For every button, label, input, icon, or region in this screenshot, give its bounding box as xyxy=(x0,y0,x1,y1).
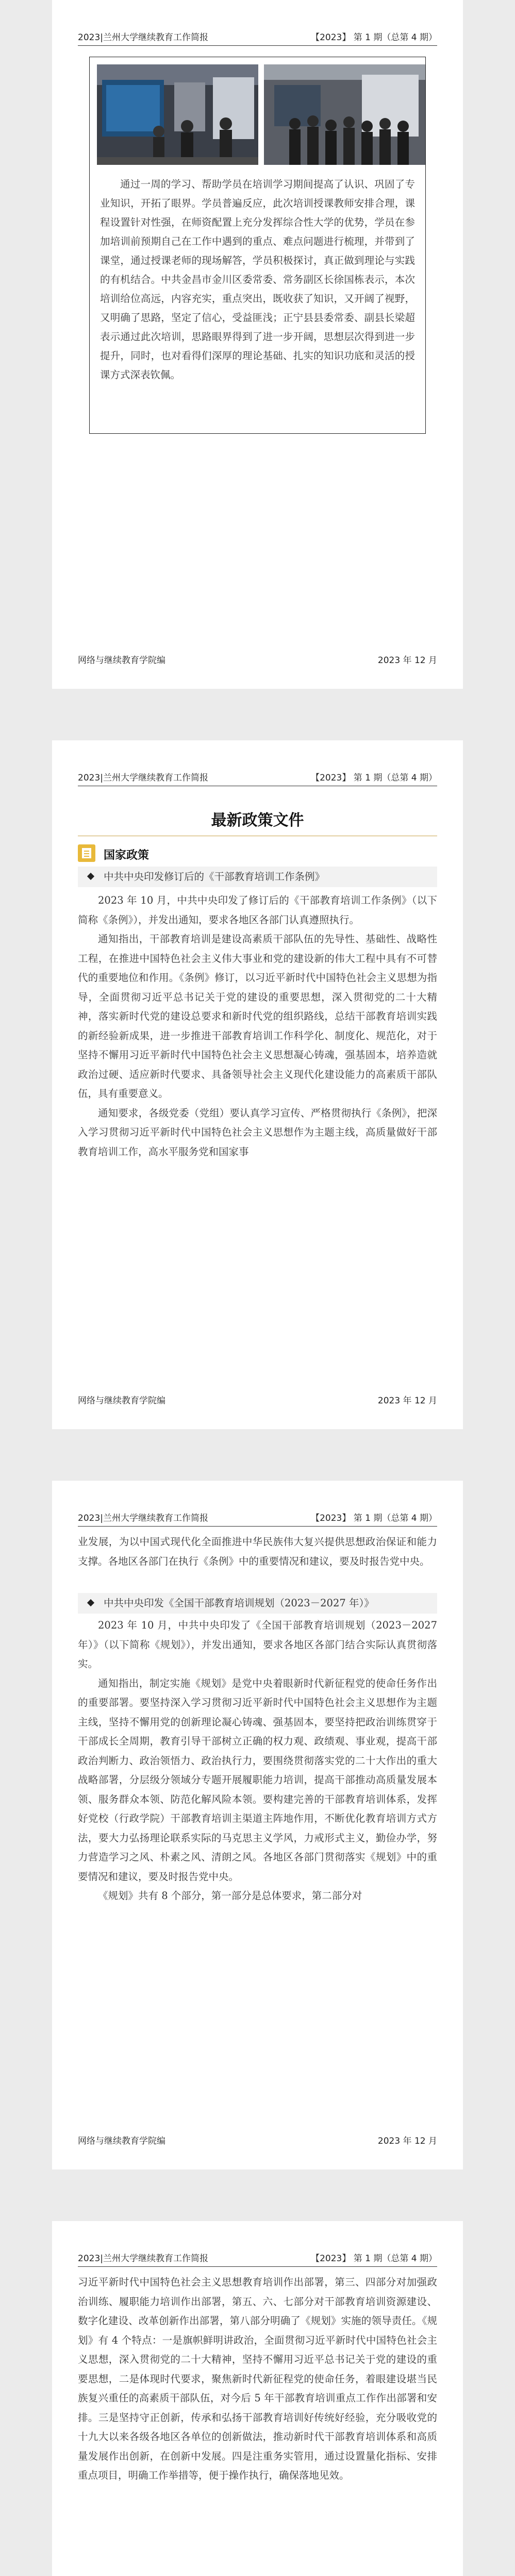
paragraph: 通知指出，制定实施《规划》是党中央着眼新时代新征程党的使命任务作出的重要部署。要坚持深入学习贯彻习近平新时代中国特色社会主义思想作为主题主线，坚持不懈用党的创新理论凝心铸魂、强基固本，要坚持把政治训练贯穿于干部成长全周期，教育引导干部树立正确的权力观、政绩观、事业观，提高干部政治判断力、政治领悟力、政治执行力，要围绕贯彻落实党的二十大作出的重大战略部署，分层级分领域分专题开展履职能力培训，提高干部推动高质量发展本领、服务群众本领、防范化解风险本领。要构建完善的干部教育培训体系，发挥好党校（行政学院）干部教育培训主渠道主阵地作用，不断优化教育培训方式方法，要大力弘扬理论联系实际的马克思主义学风，力戒形式主义，勤俭办学，努力营造学习之风、朴素之风、清朗之风。各地区各部门贯彻落实《规划》中的重要情况和建议，要及时报告党中央。 xyxy=(78,1677,437,1883)
policy-body-continued xyxy=(78,1532,437,1571)
news-box xyxy=(89,57,426,434)
footer-editor: 网络与继续教育学院编 xyxy=(78,1396,165,1406)
policy-item-title: 中共中央印发修订后的《干部教育培训工作条例》 xyxy=(104,871,325,883)
page-header xyxy=(78,2251,437,2267)
page-4 xyxy=(52,2221,463,2576)
news-paragraph: 通过一周的学习、帮助学员在培训学习期间提高了认识、巩固了专业知识，开拓了眼界。学员普遍反应，此次培训授课教师安排合理，课程设置针对性强，在师资配置上充分发挥综合性大学的优势，学员在参加培训前预期自己在工作中遇到的重点、难点问题进行梳理，并带到了课堂，通过授课老师的现场解答，学员积极探讨，真正做到理论与实践的有机结合。中共金昌市金川区委常委、常务副区长徐国栋表示，本次培训给位高远，内容充实，重点突出，既收获了知识，又开阔了视野，又明确了思路，坚定了信心，受益匪浅；正宁县县委常委、副县长梁超表示通过此次培训，思路眼界得到了进一步开阔，思想层次得到进一步提升，同时，也对看得们深厚的理论基础、扎实的知识功底和灵活的授课方式深表钦佩。 xyxy=(100,178,415,381)
header-issue: 【2023】 第 1 期（总第 4 期） xyxy=(311,32,437,43)
header-issue: 【2023】 第 1 期（总第 4 期） xyxy=(311,773,437,783)
paragraph: 2023 年 10 月，中共中央印发了修订后的《干部教育培训工作条例》（以下简称《条例》），并发出通知，要求各地区各部门认真遵照执行。 xyxy=(78,894,437,926)
footer-editor: 网络与继续教育学院编 xyxy=(78,2136,165,2146)
paragraph: 通知要求，各级党委（党组）要认真学习宣传、严格贯彻执行《条例》，把深入学习贯彻习近平新时代中国特色社会主义思想作为主题主线，高质量做好干部教育培训工作，高水平服务党和国家事 xyxy=(78,1107,437,1158)
header-title: 2023|兰州大学继续教育工作简报 xyxy=(78,773,208,783)
policy-item xyxy=(78,1593,437,1614)
news-body xyxy=(100,175,415,384)
policy-section-title: 最新政策文件 xyxy=(211,811,304,829)
paragraph: 业发展，为以中国式现代化全面推进中华民族伟大复兴提供思想政治保证和能力支撑。各地区各部门在执行《条例》中的重要情况和建议，要及时报告党中央。 xyxy=(78,1536,437,1567)
paragraph: 2023 年 10 月，中共中央印发了《全国干部教育培训规划（2023－2027 年）》（以下简称《规划》），并发出通知，要求各地区各部门结合实际认真贯彻落实。 xyxy=(78,1619,437,1670)
footer-editor: 网络与继续教育学院编 xyxy=(78,655,165,666)
footer-date: 2023 年 12 月 xyxy=(377,1396,437,1406)
footer-date: 2023 年 12 月 xyxy=(377,2136,437,2146)
page-header xyxy=(78,770,437,786)
paragraph: 《规划》共有 8 个部分，第一部分是总体要求，第二部分对 xyxy=(98,1890,362,1902)
header-issue: 【2023】 第 1 期（总第 4 期） xyxy=(311,2253,437,2264)
page-header xyxy=(78,30,437,46)
training-photo-1 xyxy=(97,64,258,165)
page-2 xyxy=(52,740,463,1429)
diamond-bullet-icon xyxy=(87,873,94,880)
policy-body xyxy=(78,1616,437,1906)
policy-body xyxy=(78,891,437,1161)
diamond-bullet-icon xyxy=(87,1599,94,1606)
page-3 xyxy=(52,1481,463,2170)
header-title: 2023|兰州大学继续教育工作简报 xyxy=(78,32,208,43)
footer-date: 2023 年 12 月 xyxy=(377,655,437,666)
header-issue: 【2023】 第 1 期（总第 4 期） xyxy=(311,1513,437,1523)
policy-item xyxy=(78,867,437,887)
policy-item-title: 中共中央印发《全国干部教育培训规划（2023－2027 年）》 xyxy=(104,1597,374,1609)
paragraph: 习近平新时代中国特色社会主义思想教育培训作出部署，第三、四部分对加强政治训练、履职能力培训作出部署，第五、六、七部分对干部教育培训资源建设、数字化建设、改革创新作出部署，第八部分明确了《规划》实施的领导责任。《规划》有 4 个特点：一是旗帜鲜明讲政治，全面贯彻习近平新时代中国特色社会主义思想，深入贯彻党的二十大精神，坚持不懈用习近平总书记关于党的建设的重要思想，二是体现时代要求，聚焦新时代新征程党的使命任务，着眼建设堪当民族复兴重任的高素质干部队伍，对今后 5 年干部教育培训重点工作作出部署和安排。三是坚持守正创新，传承和弘扬干部教育培训好传统好经验，充分吸收党的十九大以来各级各地区各单位的创新做法，推动新时代干部教育培训体系和高质量发展作出创新，在创新中发展。四是注重务实管用，通过设置量化指标、安排重点项目，明确工作举措等，便于操作执行，确保落地见效。 xyxy=(78,2276,437,2481)
page-header xyxy=(78,1511,437,1527)
document-icon xyxy=(78,844,95,862)
section-label: 国家政策 xyxy=(104,849,149,862)
paragraph: 通知指出，干部教育培训是建设高素质干部队伍的先导性、基础性、战略性工程，在推进中国特色社会主义伟大事业和党的建设新的伟大工程中具有不可替代的重要地位和作用。《条例》修订，以习近平新时代中国特色社会主义思想为指导，全面贯彻习近平总书记关于党的建设的重要思想，深入贯彻党的二十大精神，落实新时代党的建设总要求和新时代党的组织路线，总结干部教育培训实践的新经验新成果，进一步推进干部教育培训工作科学化、制度化、规范化，对于坚持不懈用习近平新时代中国特色社会主义思想凝心铸魂，强基固本，培养造就政治过硬、适应新时代要求、具备领导社会主义现代化建设能力的高素质干部队伍，具有重要意义。 xyxy=(78,933,437,1099)
training-photo-2 xyxy=(264,64,425,165)
header-title: 2023|兰州大学继续教育工作简报 xyxy=(78,2253,208,2264)
header-title: 2023|兰州大学继续教育工作简报 xyxy=(78,1513,208,1523)
page-1 xyxy=(52,0,463,689)
policy-body-continued xyxy=(78,2273,437,2485)
